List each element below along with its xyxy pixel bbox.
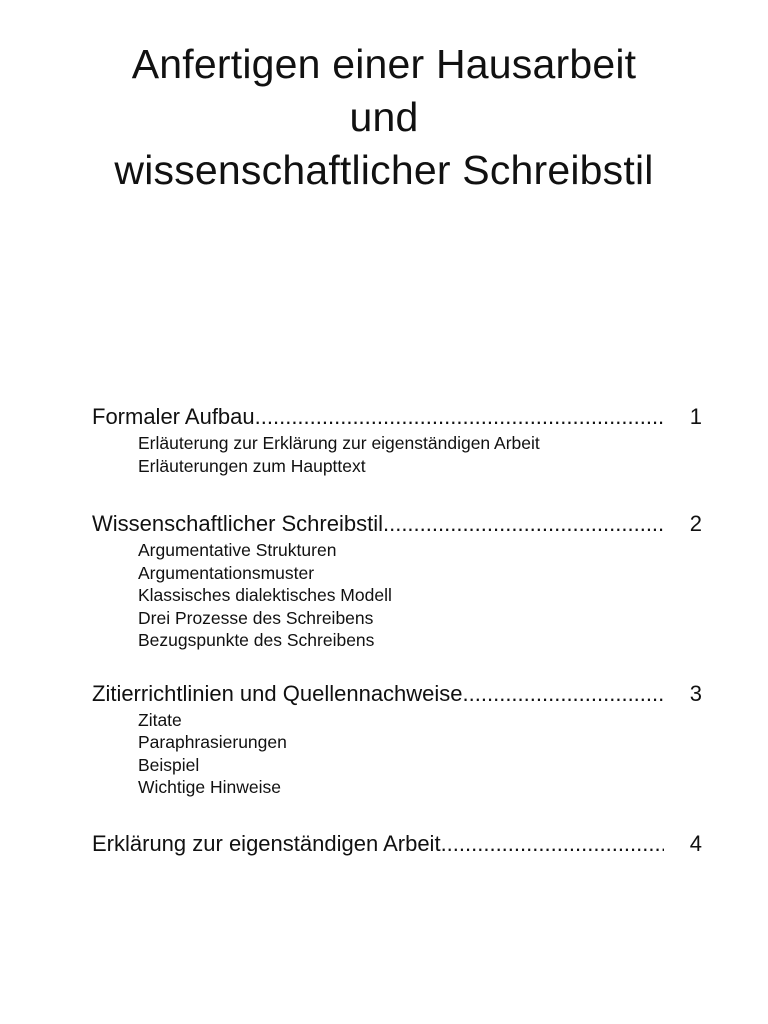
toc-subitem-list bbox=[92, 709, 702, 799]
document-title bbox=[0, 38, 768, 197]
toc-subitem[interactable]: Klassisches dialektisches Modell bbox=[138, 585, 392, 605]
toc-entry[interactable] bbox=[92, 402, 702, 432]
toc-entry-label: Erklärung zur eigenständigen Arbeit bbox=[92, 830, 441, 856]
toc-page-number: 2 bbox=[689, 511, 702, 536]
toc-subitem-list bbox=[92, 539, 702, 652]
toc-entry[interactable] bbox=[92, 509, 702, 539]
toc-subitem[interactable]: Beispiel bbox=[138, 754, 200, 775]
toc-subitem[interactable]: Erläuterungen zum Haupttext bbox=[138, 455, 366, 476]
toc-entry-label: Formaler Aufbau bbox=[92, 404, 255, 429]
dot-leader bbox=[441, 829, 664, 859]
table-of-contents bbox=[92, 402, 702, 859]
toc-section-schreibstil bbox=[92, 509, 702, 652]
toc-subitem[interactable]: Argumentationsmuster bbox=[138, 562, 315, 583]
toc-subitem[interactable]: Erläuterung zur Erklärung zur eigenständigen Arbeit bbox=[138, 433, 540, 453]
toc-entry[interactable] bbox=[92, 679, 702, 709]
toc-subitem[interactable]: Paraphrasierungen bbox=[138, 732, 287, 752]
toc-entry[interactable] bbox=[92, 829, 702, 859]
toc-entry-label: Wissenschaftlicher Schreibstil bbox=[92, 511, 383, 536]
dot-leader bbox=[255, 402, 664, 432]
toc-page-number: 4 bbox=[689, 830, 702, 856]
toc-page-number: 1 bbox=[689, 404, 702, 429]
toc-subitem-list bbox=[92, 432, 702, 477]
toc-page-number: 3 bbox=[689, 680, 702, 706]
title-line-2: und bbox=[349, 94, 419, 140]
toc-section-zitierrichtlinien bbox=[92, 679, 702, 799]
title-line-1: Anfertigen einer Hausarbeit bbox=[131, 41, 637, 87]
toc-subitem[interactable]: Wichtige Hinweise bbox=[138, 777, 281, 797]
toc-subitem[interactable]: Zitate bbox=[138, 709, 182, 730]
toc-subitem[interactable]: Drei Prozesse des Schreibens bbox=[138, 607, 374, 628]
dot-leader bbox=[463, 679, 664, 709]
toc-section-formaler-aufbau bbox=[92, 402, 702, 477]
title-line-3: wissenschaftlicher Schreibstil bbox=[114, 147, 654, 193]
toc-subitem[interactable]: Argumentative Strukturen bbox=[138, 540, 337, 560]
toc-entry-label: Zitierrichtlinien und Quellennachweise bbox=[92, 680, 463, 706]
toc-section-erklaerung bbox=[92, 829, 702, 859]
toc-subitem[interactable]: Bezugspunkte des Schreibens bbox=[138, 630, 375, 650]
dot-leader bbox=[383, 509, 664, 539]
